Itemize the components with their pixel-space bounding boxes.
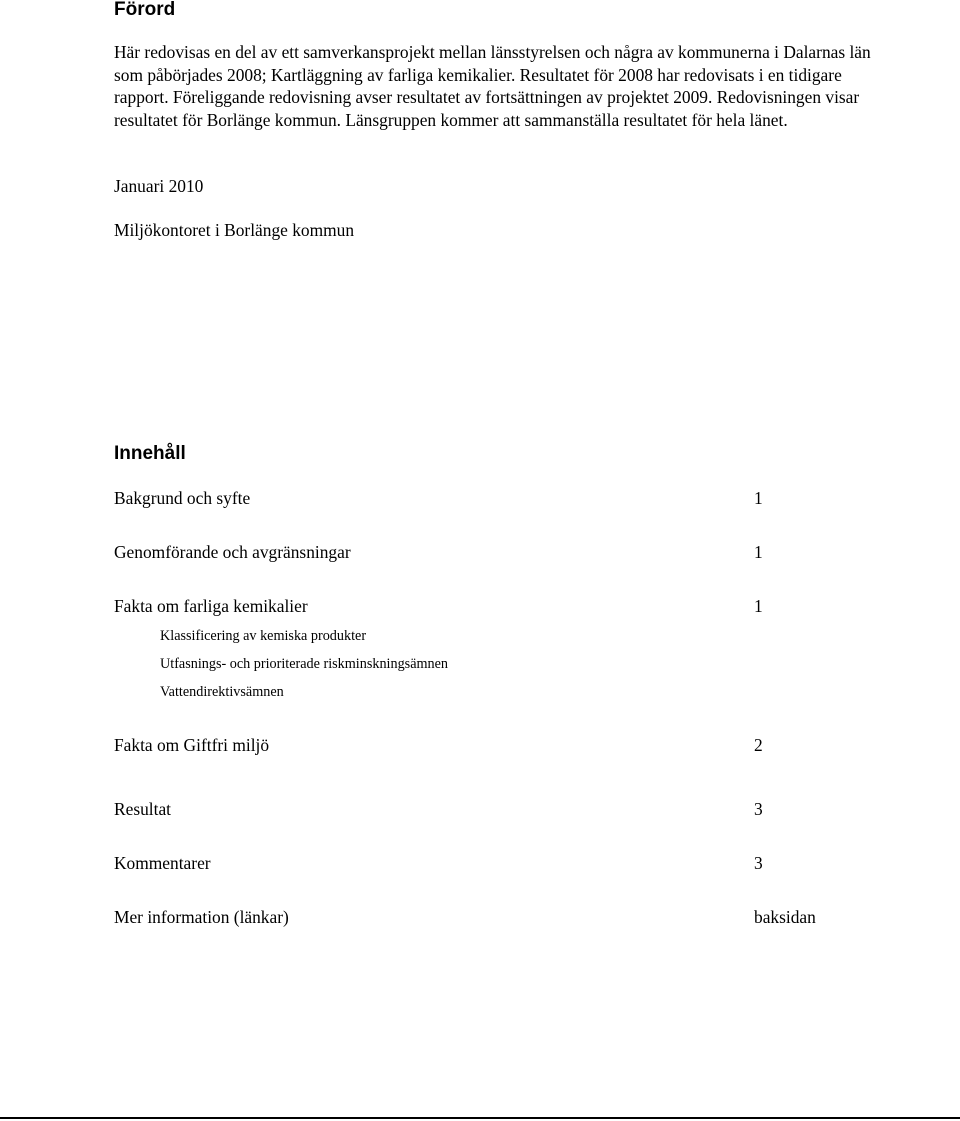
toc-entry-title: Fakta om Giftfri miljö [114, 735, 270, 755]
toc-entry-title: Genomförande och avgränsningar [114, 542, 351, 562]
toc-entry-title: Bakgrund och syfte [114, 488, 251, 508]
toc-entry-title: Kommentarer [114, 853, 211, 873]
toc-entry-title: Resultat [114, 799, 171, 819]
foreword-heading: Förord [114, 0, 176, 20]
toc-heading: Innehåll [114, 443, 186, 464]
toc-entry-page: 1 [754, 542, 763, 562]
toc-entry-page: 1 [754, 488, 763, 508]
toc-entry-genomforande [114, 544, 834, 566]
toc-entry-bakgrund [114, 490, 834, 512]
toc-entry-page: 3 [754, 853, 763, 873]
toc-entry-resultat [114, 801, 834, 823]
bottom-rule [0, 1117, 960, 1119]
foreword-date: Januari 2010 [114, 176, 204, 196]
toc-entry-giftfri-miljo [114, 737, 834, 759]
foreword-author: Miljökontoret i Borlänge kommun [114, 220, 355, 240]
toc-entry-page: 1 [754, 596, 763, 616]
toc-entry-kommentarer [114, 855, 834, 877]
toc-subentry-utfasning: Utfasnings- och prioriterade riskminskningsämnen [160, 656, 449, 672]
toc-entry-title: Mer information (länkar) [114, 907, 289, 927]
foreword-paragraph: Här redovisas en del av ett samverkansprojekt mellan länsstyrelsen och några av kommunerna i Dalarnas län som påbörjades 2008; Kartläggning av farliga kemikalier. Resultatet för 2008 har redovisats i en tidigare rapport. Föreliggande redovisning avser resultatet av fortsättningen av projektet 2009. Redovisningen visar resultatet för Borlänge kommun. Länsgruppen kommer att sammanställa resultatet för hela länet. [114, 42, 871, 130]
toc-entry-page: baksidan [754, 907, 816, 927]
toc-entry-fakta-kemikalier [114, 598, 834, 620]
toc-entry-page: 2 [754, 735, 763, 755]
toc-subentry-klassificering: Klassificering av kemiska produkter [160, 628, 367, 644]
toc-entry-title: Fakta om farliga kemikalier [114, 596, 308, 616]
toc-entry-mer-information [114, 909, 834, 931]
toc-subentry-vattendirektiv: Vattendirektivsämnen [160, 684, 284, 700]
toc-entry-page: 3 [754, 799, 763, 819]
